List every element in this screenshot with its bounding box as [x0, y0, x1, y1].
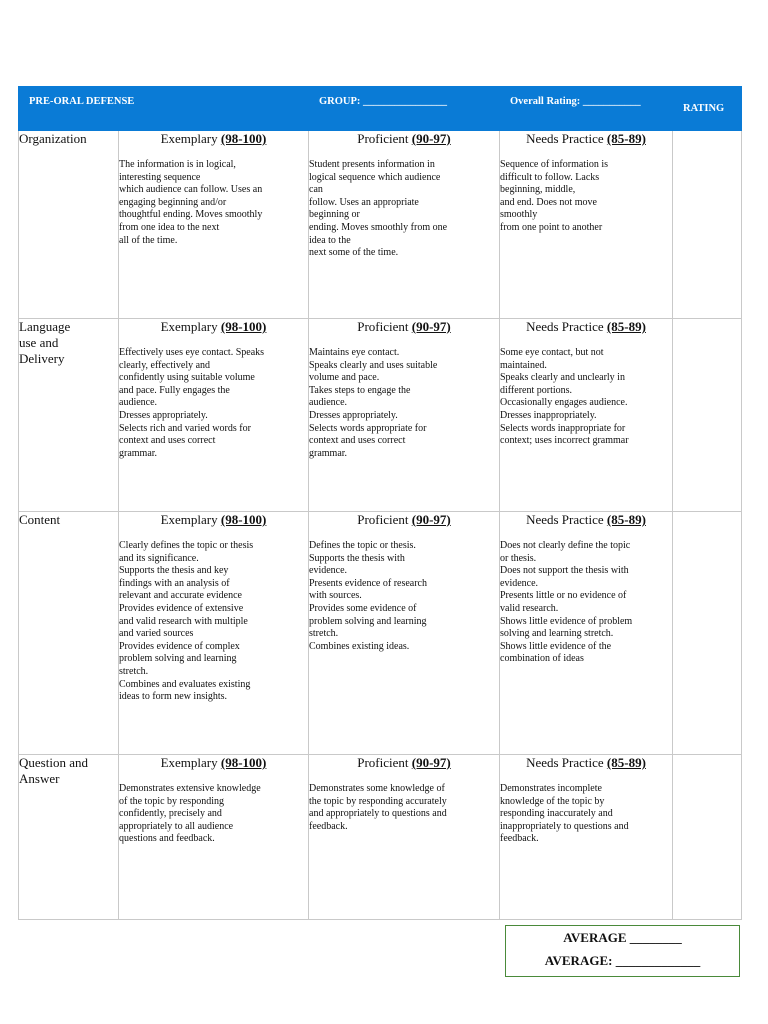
- level-label: Exemplary: [160, 512, 218, 527]
- level-description: Demonstrates extensive knowledge of the topic by responding confidently, precisely and appropriately to all audience questions and feedback.: [119, 783, 261, 845]
- level-description: Effectively uses eye contact. Speaks clearly, effectively and confidently using suitable volume and pace. Fully engages the audience. Dresses appropriately. Selects rich and varied words for context and uses correct grammar.: [119, 347, 265, 459]
- level-label: Needs Practice: [526, 131, 604, 146]
- level-heading: [119, 131, 308, 147]
- proficient-cell: [309, 319, 500, 512]
- average-box: [505, 925, 740, 977]
- level-range: (90-97): [411, 512, 451, 527]
- level-range: (98-100): [220, 131, 267, 146]
- level-range: (98-100): [220, 512, 267, 527]
- needs-practice-cell: [500, 755, 673, 920]
- level-description: Demonstrates some knowledge of the topic by responding accurately and appropriately to questions and feedback.: [309, 783, 447, 832]
- rating-cell[interactable]: [673, 755, 742, 920]
- needs-practice-cell: [500, 131, 673, 319]
- level-description: Demonstrates incomplete knowledge of the topic by responding inaccurately and inappropriately to questions and feedback.: [500, 783, 629, 845]
- level-description: Some eye contact, but not maintained. Speaks clearly and unclearly in different portions. Occasionally engages audience. Dresses inappropriately. Selects words inappropriate for context; uses incorrect grammar: [500, 347, 629, 447]
- level-label: Exemplary: [160, 131, 218, 146]
- level-description: The information is in logical, interesting sequence which audience can follow. Uses an engaging beginning and/or thoughtful ending. Moves smoothly from one idea to the next all of the time.: [119, 159, 263, 246]
- level-description: Clearly defines the topic or thesis and its significance. Supports the thesis and key findings with an analysis of relevant and accurate evidence Provides evidence of extensive and valid research with multiple and varied sources Provides evidence of complex problem solving and learning stretch. Combines and evaluates existing ideas to form new insights.: [119, 540, 254, 703]
- level-heading: [309, 512, 499, 528]
- level-range: (90-97): [411, 755, 451, 770]
- level-label: Needs Practice: [526, 512, 604, 527]
- average-line-2[interactable]: AVERAGE: _____________: [544, 953, 701, 968]
- table-row: [19, 755, 742, 920]
- level-heading: [309, 131, 499, 147]
- level-description: Does not clearly define the topic or thesis. Does not support the thesis with evidence. Presents little or no evidence of valid research. Shows little evidence of problem solving and learning stretch. Shows little evidence of the combination of ideas: [500, 540, 633, 665]
- needs-practice-cell: [500, 319, 673, 512]
- level-range: (98-100): [220, 319, 267, 334]
- level-range: (90-97): [411, 131, 451, 146]
- level-heading: [500, 512, 672, 528]
- title-cell: PRE-ORAL DEFENSE: [19, 87, 309, 131]
- level-heading: [500, 131, 672, 147]
- table-row: [19, 512, 742, 755]
- level-label: Proficient: [357, 512, 409, 527]
- table-row: [19, 131, 742, 319]
- level-description: Maintains eye contact. Speaks clearly and uses suitable volume and pace. Takes steps to engage the audience. Dresses appropriately. Selects words appropriate for context and uses correct grammar.: [309, 347, 438, 459]
- exemplary-cell: [119, 131, 309, 319]
- criterion-label: Language use and Delivery: [19, 319, 119, 512]
- level-heading: [309, 755, 499, 771]
- level-label: Exemplary: [160, 319, 218, 334]
- level-heading: [500, 755, 672, 771]
- criterion-label: Question and Answer: [19, 755, 119, 920]
- proficient-cell: [309, 131, 500, 319]
- exemplary-cell: [119, 512, 309, 755]
- level-heading: [119, 319, 308, 335]
- rubric-table: [18, 86, 742, 920]
- level-heading: [309, 319, 499, 335]
- level-description: Defines the topic or thesis. Supports the thesis with evidence. Presents evidence of research with sources. Provides some evidence of problem solving and learning stretch. Combines existing ideas.: [309, 540, 427, 652]
- proficient-cell: [309, 512, 500, 755]
- exemplary-cell: [119, 755, 309, 920]
- level-range: (98-100): [220, 755, 267, 770]
- rating-cell[interactable]: [673, 131, 742, 319]
- level-range: (85-89): [606, 131, 646, 146]
- needs-practice-cell: [500, 512, 673, 755]
- level-label: Proficient: [357, 319, 409, 334]
- table-row: [19, 319, 742, 512]
- rating-cell[interactable]: [673, 512, 742, 755]
- group-cell[interactable]: GROUP: ________________: [309, 87, 500, 131]
- criterion-label: Content: [19, 512, 119, 755]
- overall-rating-cell[interactable]: Overall Rating: ___________: [500, 87, 673, 131]
- rubric-header-row: [19, 87, 742, 131]
- exemplary-cell: [119, 319, 309, 512]
- level-label: Proficient: [357, 131, 409, 146]
- level-heading: [119, 755, 308, 771]
- rating-header: RATING: [673, 87, 742, 131]
- level-range: (85-89): [606, 512, 646, 527]
- level-heading: [500, 319, 672, 335]
- level-label: Needs Practice: [526, 755, 604, 770]
- average-line-1[interactable]: AVERAGE ________: [563, 930, 682, 945]
- level-heading: [119, 512, 308, 528]
- level-range: (85-89): [606, 755, 646, 770]
- level-description: Sequence of information is difficult to follow. Lacks beginning, middle, and end. Does not move smoothly from one point to another: [500, 159, 609, 233]
- rating-cell[interactable]: [673, 319, 742, 512]
- level-range: (90-97): [411, 319, 451, 334]
- level-range: (85-89): [606, 319, 646, 334]
- level-label: Exemplary: [160, 755, 218, 770]
- level-description: Student presents information in logical sequence which audience can follow. Uses an appropriate beginning or ending. Moves smoothly from one idea to the next some of the time.: [309, 159, 448, 259]
- level-label: Needs Practice: [526, 319, 604, 334]
- proficient-cell: [309, 755, 500, 920]
- criterion-label: Organization: [19, 131, 119, 319]
- level-label: Proficient: [357, 755, 409, 770]
